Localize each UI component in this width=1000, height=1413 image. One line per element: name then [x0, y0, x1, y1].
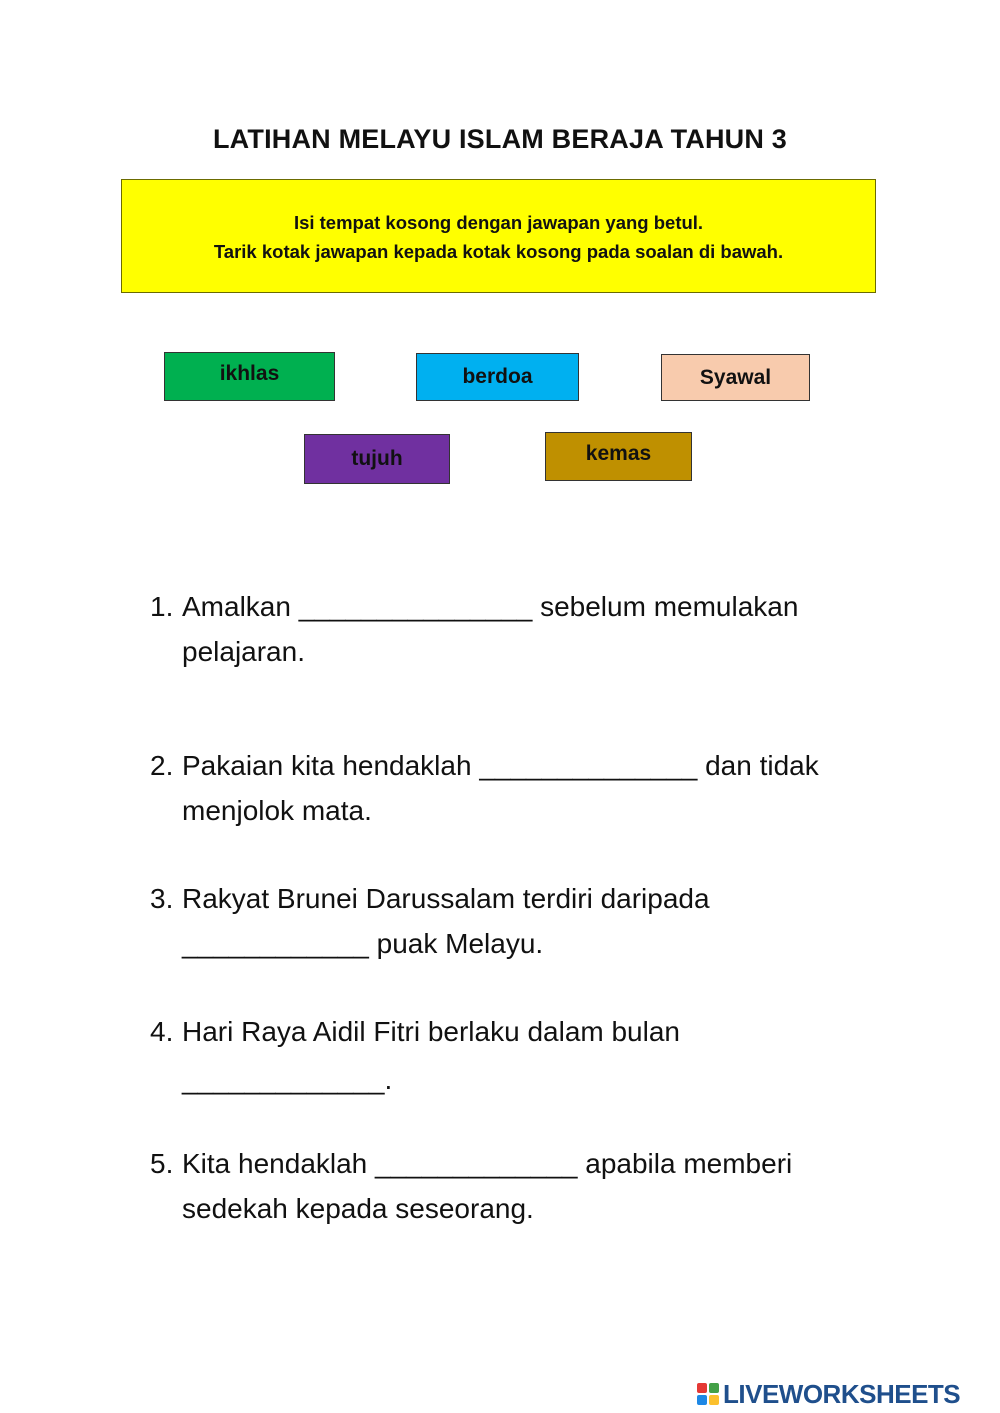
question-item: [150, 876, 890, 966]
instruction-line-2: Tarik kotak jawapan kepada kotak kosong pada soalan di bawah.: [213, 241, 784, 262]
question-text-line-2: pelajaran.: [182, 636, 305, 667]
question-number: 4.: [150, 1016, 174, 1047]
question-item: [150, 743, 890, 833]
instruction-box: [121, 179, 876, 293]
liveworksheets-logo[interactable]: [697, 1379, 960, 1409]
question-text-line-1: Hari Raya Aidil Fitri berlaku dalam bulan: [182, 1016, 680, 1047]
answer-chip-kemas[interactable]: kemas: [545, 432, 692, 481]
question-text-line-2: sedekah kepada seseorang.: [182, 1193, 534, 1224]
answer-chip-ikhlas[interactable]: ikhlas: [164, 352, 335, 401]
answer-chip-tujuh[interactable]: tujuh: [304, 434, 450, 484]
instruction-line-1: Isi tempat kosong dengan jawapan yang betul.: [293, 212, 704, 233]
page-title: LATIHAN MELAYU ISLAM BERAJA TAHUN 3: [212, 124, 787, 154]
answer-chip-berdoa[interactable]: berdoa: [416, 353, 579, 401]
question-text-line-2: _____________.: [182, 1064, 393, 1095]
liveworksheets-logo-icon: [697, 1383, 719, 1405]
liveworksheets-brand-text: LIVEWORKSHEETS: [723, 1378, 961, 1409]
question-item: [150, 1009, 890, 1102]
question-number: 3.: [150, 883, 174, 914]
question-text-line-1: Rakyat Brunei Darussalam terdiri daripada: [182, 883, 710, 914]
question-number: 2.: [150, 750, 174, 781]
question-text-line-1: Pakaian kita hendaklah ______________ dan tidak: [182, 750, 819, 781]
question-text-line-2: ____________ puak Melayu.: [182, 928, 544, 959]
question-item: [150, 584, 890, 674]
question-number: 5.: [150, 1148, 174, 1179]
question-item: [150, 1141, 890, 1231]
logo-square-icon: [697, 1395, 707, 1405]
logo-square-icon: [709, 1383, 719, 1393]
logo-square-icon: [709, 1395, 719, 1405]
question-number: 1.: [150, 591, 174, 622]
question-text-line-1: Kita hendaklah _____________ apabila memberi: [182, 1148, 793, 1179]
answer-chip-syawal[interactable]: Syawal: [661, 354, 810, 401]
logo-square-icon: [697, 1383, 707, 1393]
question-text-line-1: Amalkan _______________ sebelum memulakan: [182, 591, 799, 622]
question-text-line-2: menjolok mata.: [182, 795, 372, 826]
